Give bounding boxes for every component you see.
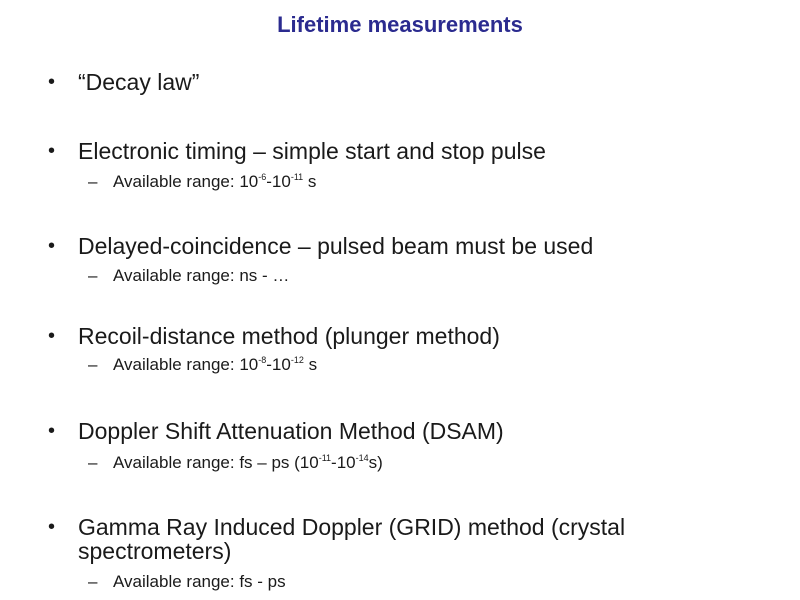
bullet-dot: • bbox=[48, 71, 56, 93]
bullet-dot: • bbox=[48, 516, 56, 538]
bullet-dot: • bbox=[48, 140, 56, 162]
sub-text: Available range: ns - … bbox=[113, 266, 290, 285]
bullet-text: Gamma Ray Induced Doppler (GRID) method (crystal spectrometers) bbox=[78, 514, 626, 564]
sub-dash: – bbox=[88, 355, 98, 374]
sub-text: Available range: fs – ps $(10^{-11}-10^{-14}s)$ bbox=[113, 453, 383, 472]
sub-text: Available range: fs - ps bbox=[113, 572, 286, 591]
slide-title: Lifetime measurements bbox=[277, 12, 523, 37]
bullet-dot: • bbox=[48, 235, 56, 257]
bullet-text: Electronic timing – simple start and stop pulse bbox=[78, 138, 546, 164]
sub-dash: – bbox=[88, 266, 98, 285]
bullet-dot: • bbox=[48, 420, 56, 442]
sub-dash: – bbox=[88, 172, 98, 191]
sub-text: Available range: $10^{-6}-10^{-11}$ s bbox=[113, 172, 317, 191]
bullet-text: Doppler Shift Attenuation Method (DSAM) bbox=[78, 418, 504, 444]
bullet-text: “Decay law” bbox=[78, 69, 200, 95]
sub-dash: – bbox=[88, 453, 98, 472]
bullet-text: Delayed-coincidence – pulsed beam must be used bbox=[78, 233, 594, 259]
bullet-text: Recoil-distance method (plunger method) bbox=[78, 323, 500, 349]
sub-text: Available range: $10^{-8}-10^{-12}$ s bbox=[113, 355, 318, 374]
bullet-dot: • bbox=[48, 325, 56, 347]
sub-dash: – bbox=[88, 572, 98, 591]
